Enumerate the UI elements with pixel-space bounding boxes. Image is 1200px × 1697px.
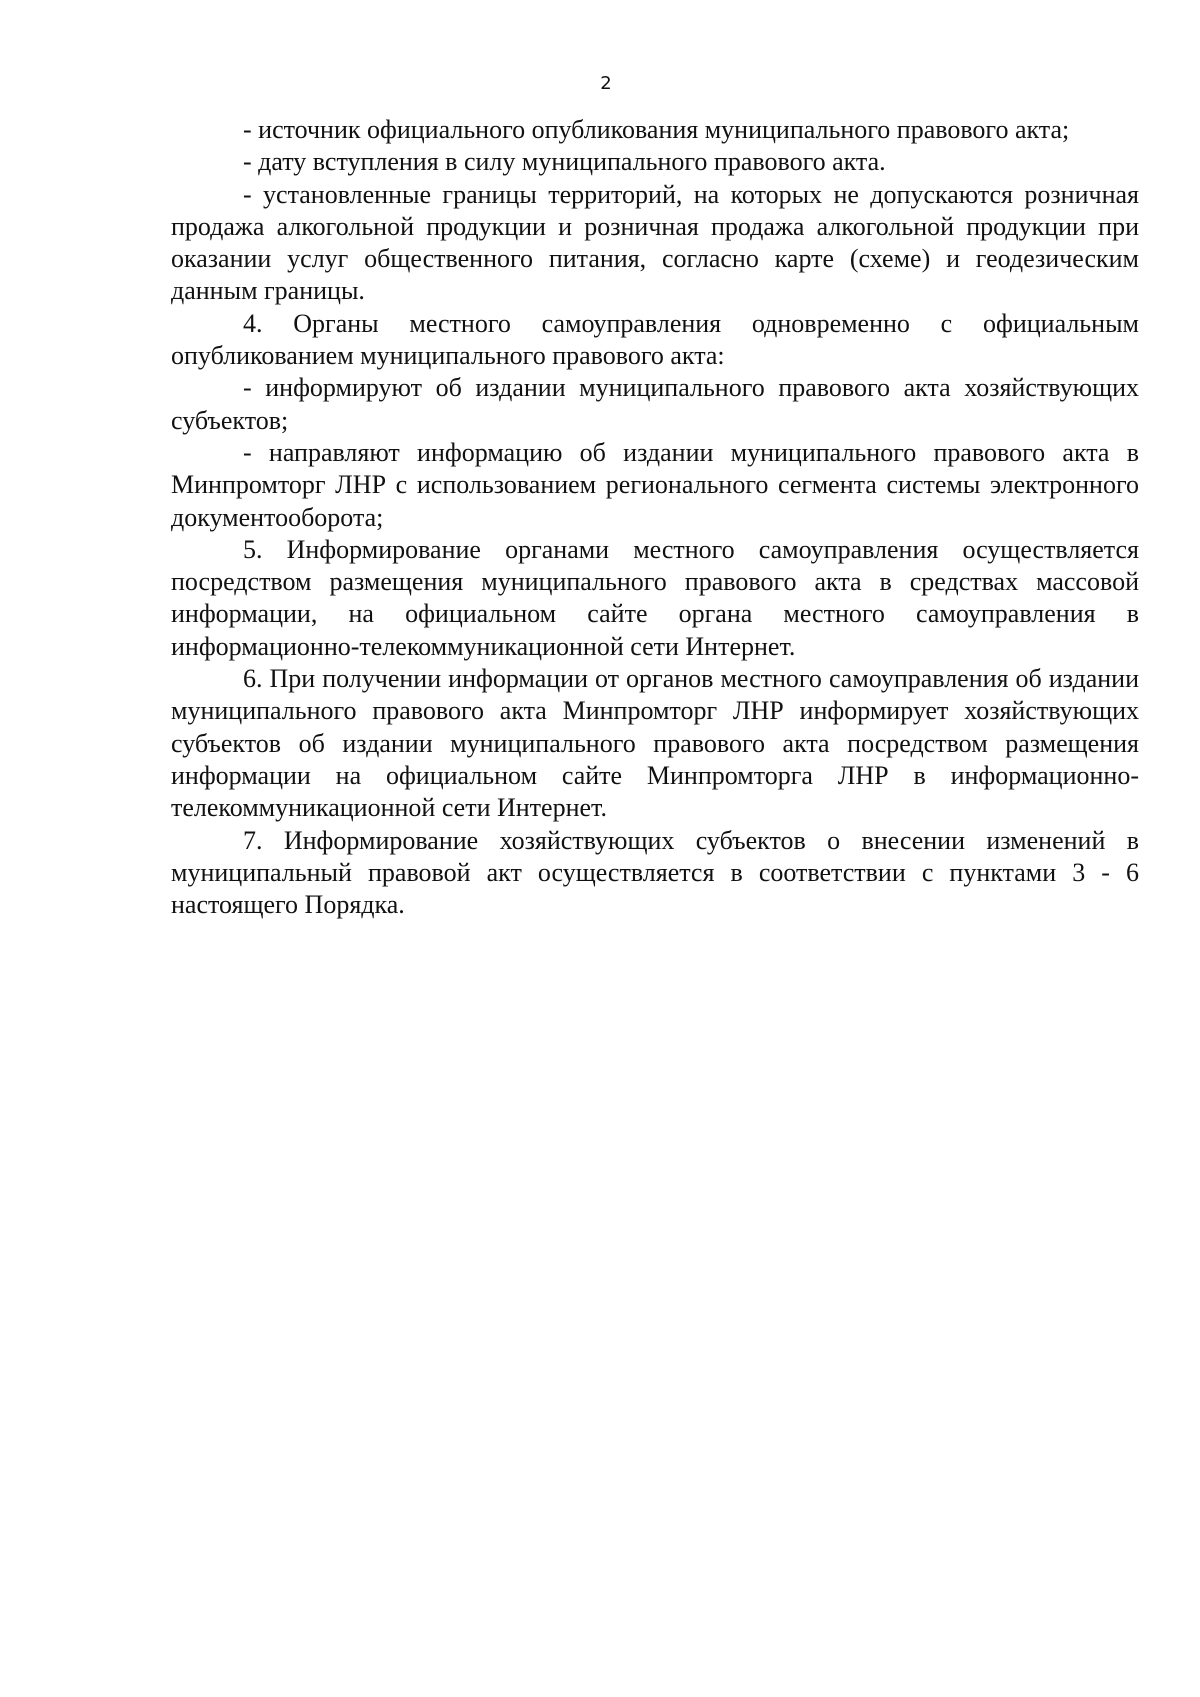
document-body: [171, 114, 1139, 921]
paragraph-item-7: 7. Информирование хозяйствующих субъектов о внесении изменений в муниципальный правовой акт осуществляется в соответствии с пунктами 3 - 6 настоящего Порядка.: [171, 825, 1139, 920]
paragraph-effective-date: - дату вступления в силу муниципального правового акта.: [243, 147, 886, 177]
paragraph-source-of-publication: - источник официального опубликования муниципального правового акта;: [243, 115, 1070, 144]
paragraph-item-5: 5. Информирование органами местного самоуправления осуществляется посредством размещения муниципального правового акта в средствах массовой информации, на официальном сайте органа местного самоуправления в информационно-телекоммуникационной сети Интернет.: [171, 534, 1139, 661]
page-number: 2: [600, 73, 612, 94]
paragraph-item-4: 4. Органы местного самоуправления одновременно с официальным опубликованием муниципального правового акта:: [171, 308, 1139, 371]
paragraph-send-information: - направляют информацию об издании муниципального правового акта в Минпромторг ЛНР с использованием регионального сегмента системы электронного документооборота;: [171, 437, 1139, 532]
paragraph-item-6: 6. При получении информации от органов местного самоуправления об издании муниципального правового акта Минпромторг ЛНР информирует хозяйствующих субъектов об издании муниципального правового акта посредством размещения информации на официальном сайте Минпромторга ЛНР в информационно-телекоммуникационной сети Интернет.: [171, 664, 1139, 823]
paragraph-territory-boundaries: - установленные границы территорий, на которых не допускаются розничная продажа алкогольной продукции и розничная продажа алкогольной продукции при оказании услуг общественного питания, согласно карте (схеме) и геодезическим данным границы.: [171, 179, 1139, 306]
paragraph-inform-entities: - информируют об издании муниципального правового акта хозяйствующих субъектов;: [171, 373, 1139, 435]
